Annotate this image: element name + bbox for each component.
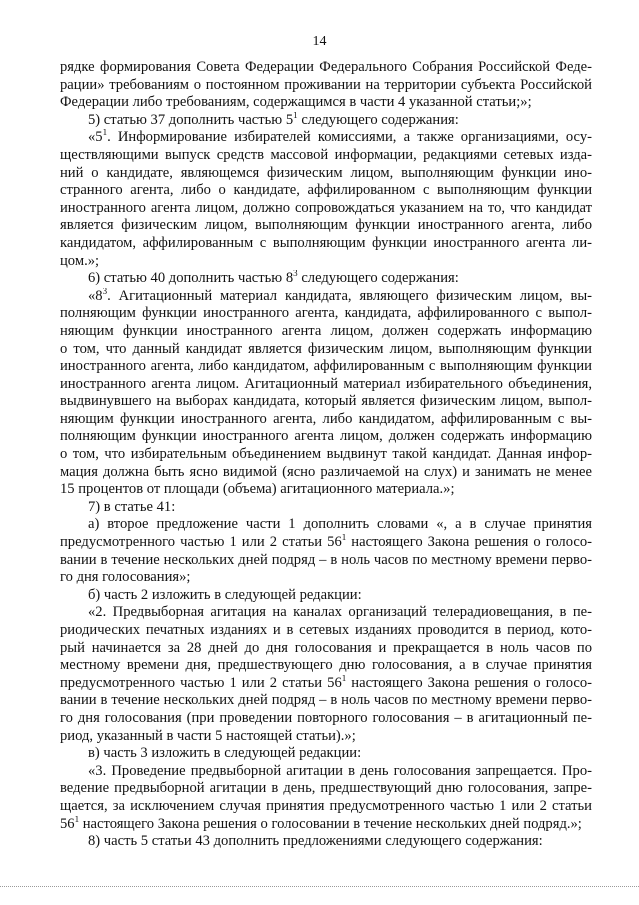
- text-segment: няющим функции иностранного агента лицом, должен содержать информацию: [60, 322, 592, 339]
- text-line: [60, 129, 592, 147]
- text-line: [60, 464, 592, 482]
- page-number: 14: [312, 34, 327, 49]
- text-line: [60, 165, 592, 183]
- text-line: [60, 341, 592, 359]
- text-segment: ний о кандидате, являющемся физическим лицом, выполняющим функции ино-: [60, 164, 592, 181]
- text-line: [60, 692, 592, 710]
- text-line: [60, 710, 592, 728]
- text-segment: рый начинается за 28 дней до дня голосования и прекращается в ноль часов по: [60, 639, 592, 656]
- text-segment: настоящего Закона решения о голосо-: [346, 534, 592, 551]
- superscript-index: 1: [341, 674, 347, 683]
- superscript-index: 3: [293, 270, 298, 279]
- text-segment: 15 процентов от площади (объема) агитационного материала.»;: [60, 481, 455, 498]
- text-line: [60, 763, 592, 781]
- text-segment: 7) в статье 41:: [88, 498, 176, 515]
- text-segment: полняющим функции иностранного агента, кандидата, аффилированного с выпол-: [60, 305, 592, 322]
- text-line: [60, 94, 592, 112]
- text-segment: риод, указанный в части 5 настоящей статьи).»;: [60, 727, 356, 744]
- text-segment: 8) часть 5 статьи 43 дополнить предложениями следующего содержания:: [88, 833, 543, 850]
- superscript-index: 1: [341, 534, 347, 543]
- text-segment: иностранного агента, либо кандидатом, аффилированным с выполняющим функции: [60, 358, 592, 375]
- text-line: [60, 675, 592, 693]
- text-segment: полняющим функции иностранного агента лицом, должен содержать информацию: [60, 428, 592, 445]
- text-line: [60, 833, 592, 851]
- text-segment: следующего содержания:: [297, 111, 459, 128]
- text-segment: «5: [88, 129, 103, 146]
- text-segment: настоящего Закона решения о голосовании в течение нескольких дней подряд.»;: [79, 815, 582, 832]
- text-segment: о том, что избирательным объединением выдвинут такой кандидат. Данная инфор-: [60, 446, 592, 463]
- text-line: [60, 569, 592, 587]
- text-segment: а) второе предложение части 1 дополнить словами «, а в случае принятия: [88, 516, 592, 533]
- text-segment: настоящего Закона решения о голосо-: [346, 674, 592, 691]
- text-segment: иностранного агента лицом, должно сопровождаться указанием на то, что кандидат: [60, 199, 592, 216]
- text-segment: предусмотренного частью 1 или 2 статьи 56: [60, 674, 342, 691]
- text-segment: . Информирование избирателей комиссиями, а также организациями, осу-: [107, 129, 592, 146]
- text-segment: . Агитационный материал кандидата, являющего физическим лицом, вы-: [107, 287, 592, 304]
- text-segment: странного агента, либо о кандидате, аффилированном с выполняющим функции: [60, 182, 592, 199]
- text-segment: 56: [60, 815, 75, 832]
- text-line: [60, 428, 592, 446]
- text-line: [60, 516, 592, 534]
- text-line: [60, 534, 592, 552]
- text-line: [60, 481, 592, 499]
- superscript-index: 1: [74, 815, 80, 824]
- text-line: [60, 411, 592, 429]
- text-segment: щается, за исключением случая принятия предусмотренного частью 1 или 2 статьи: [60, 797, 592, 814]
- text-segment: иностранного агента лицом. Агитационный материал избирательного объединения,: [60, 375, 592, 392]
- text-line: [60, 798, 592, 816]
- text-segment: вании в течение нескольких дней подряд – в ноль часов по местному времени перво-: [60, 551, 592, 568]
- text-line: [60, 147, 592, 165]
- text-line: [60, 270, 592, 288]
- text-line: [60, 59, 592, 77]
- text-line: [60, 77, 592, 95]
- text-segment: мация должна быть ясно видимой (ясно различаемой на слух) и занимать не менее: [60, 463, 592, 480]
- text-segment: «2. Предвыборная агитация на каналах организаций телерадиовещания, в пе-: [88, 604, 592, 621]
- text-line: [60, 182, 592, 200]
- text-line: [60, 288, 592, 306]
- text-line: [60, 816, 592, 834]
- text-segment: местному времени дня, предшествующего дню голосования, а в случае принятия: [60, 657, 592, 674]
- text-segment: ведение предвыборной агитации в день, предшествующий дню голосования, запре-: [60, 780, 592, 797]
- text-line: [60, 587, 592, 605]
- text-line: [60, 393, 592, 411]
- text-segment: го дня голосования»;: [60, 569, 191, 586]
- text-segment: о том, что данный кандидат является физическим лицом, выполняющим функции: [60, 340, 592, 357]
- text-line: [60, 657, 592, 675]
- text-line: [60, 235, 592, 253]
- superscript-index: 1: [293, 111, 298, 120]
- text-line: [60, 323, 592, 341]
- text-segment: кандидатом, аффилированным с выполняющим функции иностранного агента ли-: [60, 234, 592, 251]
- superscript-index: 3: [102, 287, 108, 296]
- text-segment: Федерации либо требованиям, содержащимся в части 4 указанной статьи;»;: [60, 94, 532, 111]
- text-segment: цом.»;: [60, 252, 100, 269]
- text-line: [60, 780, 592, 798]
- text-line: [60, 499, 592, 517]
- page-bottom-divider: [0, 886, 639, 887]
- text-segment: «8: [88, 287, 103, 304]
- text-segment: няющим функции иностранного агента, либо кандидатом, аффилированным с вы-: [60, 410, 592, 427]
- text-segment: го дня голосования (при проведении повторного голосования – в агитационный пе-: [60, 709, 592, 726]
- text-segment: является физическим лицом, выполняющим функции иностранного агента, либо: [60, 217, 592, 234]
- text-segment: рации» требованиям о постоянном проживании на территории субъекта Российской: [60, 76, 592, 93]
- text-line: [60, 552, 592, 570]
- text-line: [60, 604, 592, 622]
- text-line: [60, 253, 592, 271]
- text-segment: предусмотренного частью 1 или 2 статьи 56: [60, 534, 342, 551]
- text-line: [60, 217, 592, 235]
- text-segment: риодических печатных изданиях и в сетевых изданиях проводится в период, кото-: [60, 622, 592, 638]
- text-line: [60, 728, 592, 746]
- text-segment: следующего содержания:: [297, 270, 459, 287]
- text-line: [60, 305, 592, 323]
- superscript-index: 1: [102, 129, 108, 138]
- text-line: [60, 622, 592, 640]
- text-line: [60, 640, 592, 658]
- text-segment: в) часть 3 изложить в следующей редакции:: [88, 745, 362, 762]
- text-segment: ществляющими выпуск средств массовой информации, редакциями сетевых изда-: [60, 146, 592, 163]
- text-line: [60, 358, 592, 376]
- text-segment: рядке формирования Совета Федерации Федерального Собрания Российской Феде-: [60, 59, 592, 75]
- document-body: [60, 59, 592, 851]
- text-segment: вании в течение нескольких дней подряд – в ноль часов по местному времени перво-: [60, 692, 592, 709]
- text-segment: выдвинувшего на выборах кандидата, который является физическим лицом, выпол-: [60, 393, 592, 410]
- text-segment: б) часть 2 изложить в следующей редакции:: [88, 586, 362, 603]
- text-segment: 6) статью 40 дополнить частью 8: [88, 270, 294, 287]
- text-segment: 5) статью 37 дополнить частью 5: [88, 111, 294, 128]
- text-line: [60, 200, 592, 218]
- text-line: [60, 112, 592, 130]
- text-line: [60, 376, 592, 394]
- text-line: [60, 745, 592, 763]
- text-segment: «3. Проведение предвыборной агитации в день голосования запрещается. Про-: [88, 762, 592, 779]
- text-line: [60, 446, 592, 464]
